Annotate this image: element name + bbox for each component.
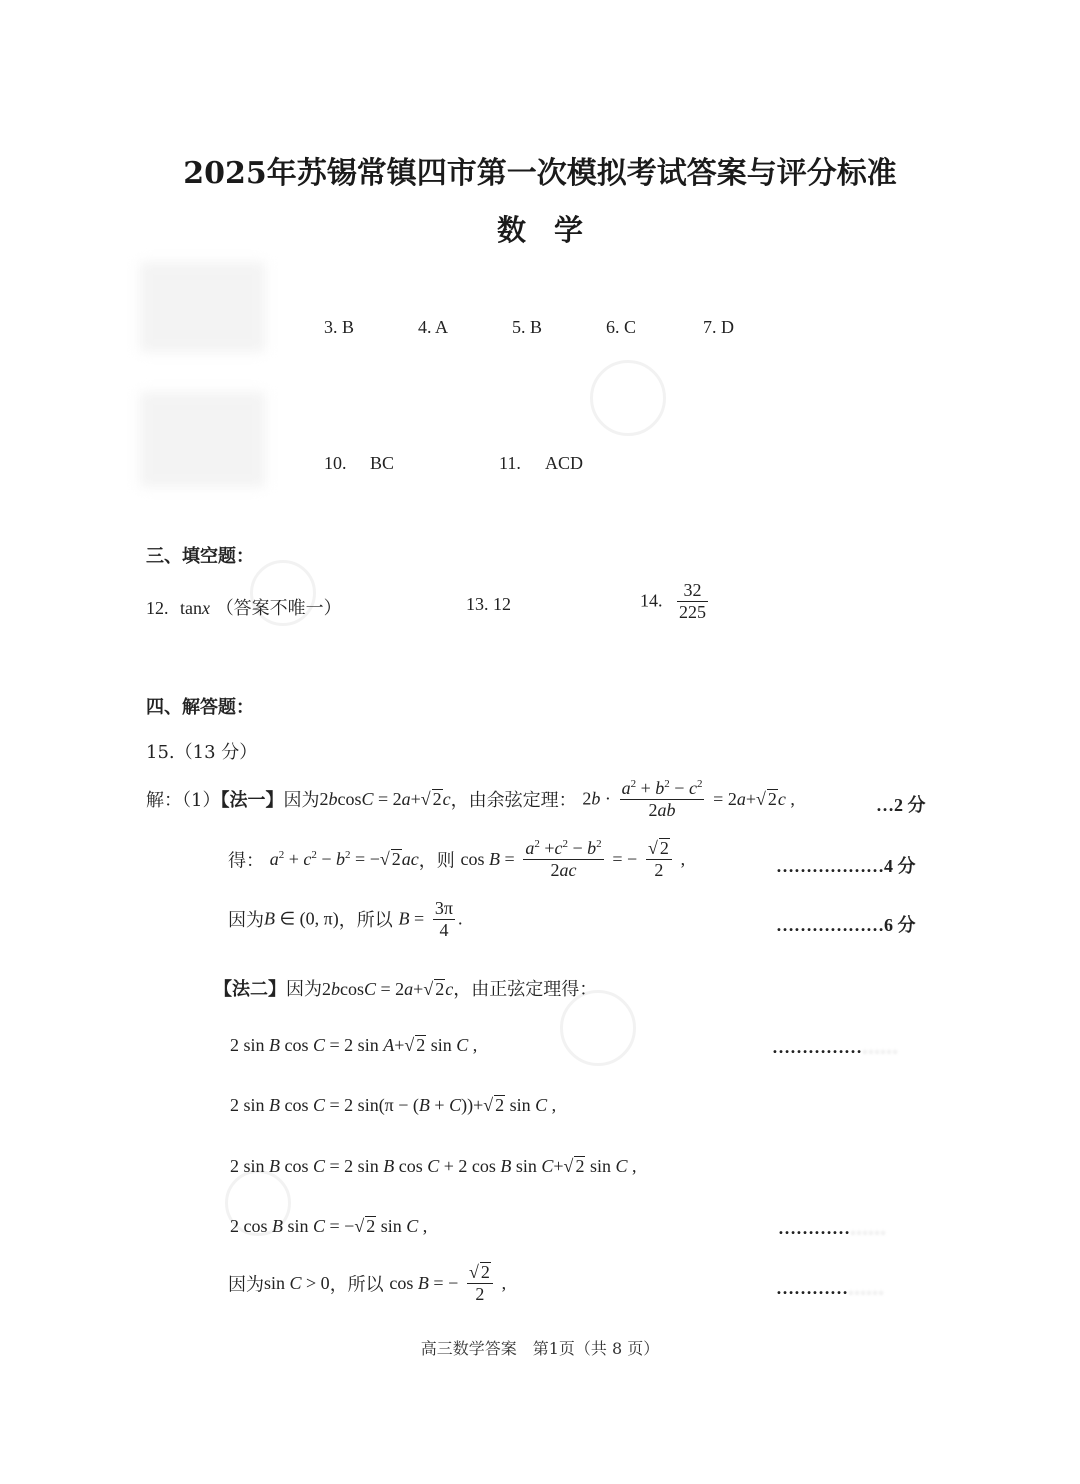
multi-answer-num: 10. [324, 453, 347, 473]
page-footer: 高三数学答案 第1页（共 8 页） [420, 1339, 660, 1358]
mc-answer: 7. D [703, 317, 734, 337]
mc-answer: 6. C [606, 317, 637, 337]
score-marker: ………………6 分 [776, 915, 916, 935]
method2-line: 【法二】因为2bcosC = 2a+√ 2c，由正弦定理得： [214, 979, 598, 1000]
watermark-seal [560, 990, 636, 1066]
score-marker: ………………4 分 [776, 856, 916, 876]
method2-step: 因为sin C > 0，所以 cos B = − $\frac{√ 2}{2}$ , [228, 1262, 507, 1304]
q14-answer: 14. $\frac{32}{225}$ [640, 580, 706, 622]
multi-answer: ACD [545, 453, 584, 473]
q12-answer: 12. tanx （答案不唯一） [146, 598, 342, 619]
score-marker: …2 分 [876, 795, 926, 815]
method2-step: 2 sin B cos C = 2 sin A+√ 2 sin C , [230, 1035, 478, 1055]
mc-answer: 4. A [418, 317, 449, 337]
method1-line: 解：（1）【法一】因为2bcosC = 2a+√ 2c，由余弦定理： 2b · $\frac{a^2 + b^2 - c^2}{2ab}$ = 2a+√ 2c , [146, 778, 795, 820]
method1-step: 因为B ∈ (0, π)，所以 B = $\frac{3\pi}{4}$ . [228, 898, 463, 940]
watermark-seal [590, 360, 666, 436]
score-marker: ……………… [778, 1218, 886, 1238]
page-title: 2025年苏锡常镇四市第一次模拟考试答案与评分标准 [183, 156, 897, 191]
q14-fraction: $\frac{32}{225}$ [679, 580, 706, 622]
subject-heading: 数学 [496, 213, 611, 247]
redacted-area [140, 392, 265, 487]
mc-answer: 5. B [512, 317, 543, 337]
score-marker: ……………… [776, 1278, 884, 1298]
multi-answer: BC [370, 453, 395, 473]
q13-answer: 13. 12 [466, 594, 511, 614]
section-heading-solutions: 四、解答题： [146, 697, 254, 718]
method2-step: 2 sin B cos C = 2 sin B cos C + 2 cos B sin C+√ 2 sin C , [230, 1156, 637, 1176]
q15-heading: 15.（13 分） [146, 742, 258, 763]
score-marker: ………………… [772, 1037, 898, 1057]
redacted-area [140, 262, 265, 352]
section-heading-fill-in: 三、填空题： [146, 546, 254, 567]
method1-step: 得： $a^2 + c^2 - b^2$ = −√ 2ac，则 cos B = $\frac{a^2 +c^2 - b^2}{2ac}$ = − $\frac{√ 2}{2}$ , [228, 838, 686, 880]
mc-answer: 3. B [324, 317, 355, 337]
multi-answer-num: 11. [499, 453, 521, 473]
method2-step: 2 cos B sin C = −√ 2 sin C , [230, 1216, 428, 1236]
method2-step: 2 sin B cos C = 2 sin(π − (B + C))+√ 2 sin C , [230, 1095, 557, 1115]
